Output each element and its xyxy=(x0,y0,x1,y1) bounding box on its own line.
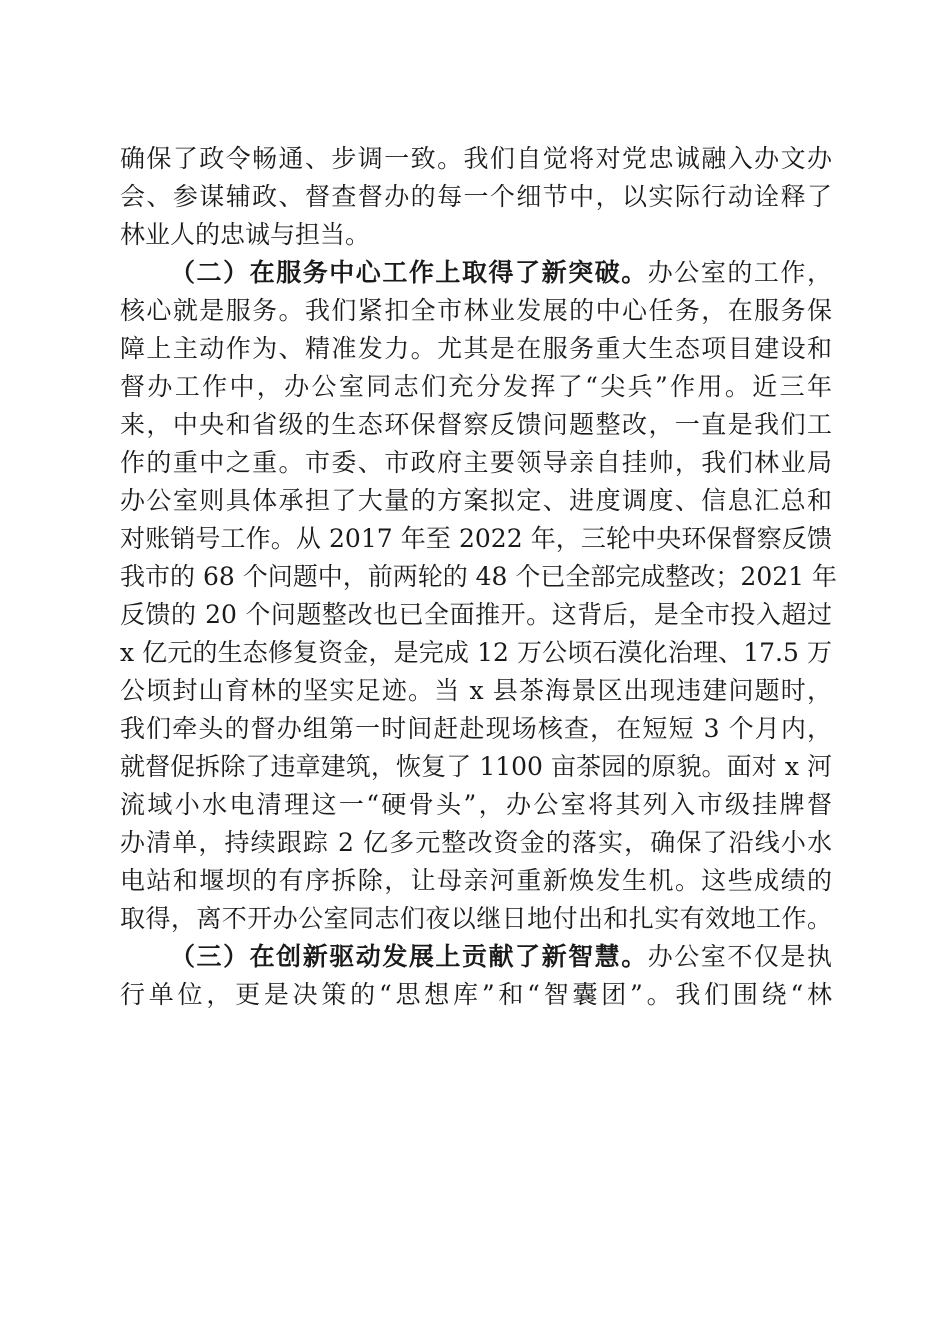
paragraph-line: 督办工作中，办公室同志们充分发挥了“尖兵”作用。近三年 xyxy=(120,372,832,401)
paragraph-line: x 亿元的生态修复资金，是完成 12 万公顷石漠化治理、17.5 万 xyxy=(120,638,832,667)
paragraph-line: 对账销号工作。从 2017 年至 2022 年，三轮中央环保督察反馈 xyxy=(120,524,832,553)
paragraph-line: 反馈的 20 个问题整改也已全面推开。这背后，是全市投入超过 xyxy=(120,600,832,629)
paragraph-first-line xyxy=(120,938,832,976)
paragraph-2 xyxy=(120,254,837,938)
document-body xyxy=(120,140,837,1014)
paragraph-line: 行单位，更是决策的“思想库”和“智囊团”。我们围绕“林 xyxy=(120,980,832,1009)
paragraph-line: 来，中央和省级的生态环保督察反馈问题整改，一直是我们工 xyxy=(120,410,832,439)
paragraph-line: 就督促拆除了违章建筑，恢复了 1100 亩茶园的原貌。面对 x 河 xyxy=(120,752,832,781)
paragraph-line: 作的重中之重。市委、市政府主要领导亲自挂帅，我们林业局 xyxy=(120,448,832,477)
paragraph-line: 办清单，持续跟踪 2 亿多元整改资金的落实，确保了沿线小水 xyxy=(120,828,832,857)
paragraph-3 xyxy=(120,938,832,1014)
paragraph-text: 办公室不仅是执 xyxy=(647,942,832,971)
paragraph-line: 障上主动作为、精准发力。尤其是在服务重大生态项目建设和 xyxy=(120,334,832,363)
paragraph-line: 流域小水电清理这一“硬骨头”，办公室将其列入市级挂牌督 xyxy=(120,790,832,819)
section-heading-2: （二）在服务中心工作上取得了新突破。 xyxy=(170,258,648,287)
paragraph-line: 确保了政令畅通、步调一致。我们自觉将对党忠诚融入办文办 xyxy=(120,144,832,173)
paragraph-line: 林业人的忠诚与担当。 xyxy=(120,220,371,249)
paragraph-line: 我们牵头的督办组第一时间赶赴现场核查，在短短 3 个月内， xyxy=(120,714,832,743)
paragraph-line: 电站和堰坝的有序拆除，让母亲河重新焕发生机。这些成绩的 xyxy=(120,866,832,895)
paragraph-1 xyxy=(120,140,832,254)
paragraph-line: 会、参谋辅政、督查督办的每一个细节中，以实际行动诠释了 xyxy=(120,182,832,211)
paragraph-line: 公顷封山育林的坚实足迹。当 x 县茶海景区出现违建问题时， xyxy=(120,676,832,705)
paragraph-first-line xyxy=(120,254,832,292)
section-heading-3: （三）在创新驱动发展上贡献了新智慧。 xyxy=(170,942,648,971)
paragraph-line: 取得，离不开办公室同志们夜以继日地付出和扎实有效地工作。 xyxy=(120,904,832,933)
paragraph-text: 办公室的工作， xyxy=(647,258,832,287)
paragraph-line: 办公室则具体承担了大量的方案拟定、进度调度、信息汇总和 xyxy=(120,486,832,515)
paragraph-line: 我市的 68 个问题中，前两轮的 48 个已全部完成整改；2021 年 xyxy=(120,562,837,591)
paragraph-line: 核心就是服务。我们紧扣全市林业发展的中心任务，在服务保 xyxy=(120,296,832,325)
